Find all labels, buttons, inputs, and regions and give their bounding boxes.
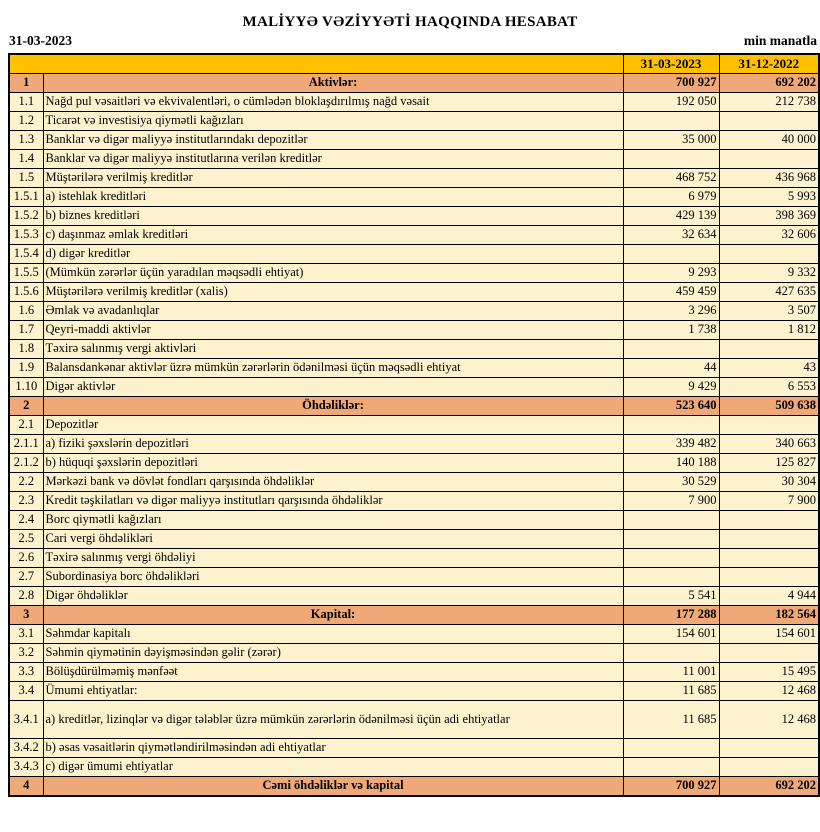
value-previous-cell: 43 bbox=[719, 359, 819, 378]
value-previous-cell bbox=[719, 150, 819, 169]
row-number-cell: 1.5.6 bbox=[9, 283, 43, 302]
row-label-cell: Cəmi öhdəliklər və kapital bbox=[43, 777, 623, 797]
value-current-cell: 700 927 bbox=[623, 777, 719, 797]
table-row bbox=[9, 283, 819, 302]
value-current-cell: 6 979 bbox=[623, 188, 719, 207]
row-label-cell: Təxirə salınmış vergi öhdəliyi bbox=[43, 549, 623, 568]
row-number-cell: 1.5.2 bbox=[9, 207, 43, 226]
value-current-cell: 459 459 bbox=[623, 283, 719, 302]
value-current-cell: 11 685 bbox=[623, 682, 719, 701]
value-previous-cell: 40 000 bbox=[719, 131, 819, 150]
row-number-cell: 1.6 bbox=[9, 302, 43, 321]
row-number-cell: 3 bbox=[9, 606, 43, 625]
value-current-cell bbox=[623, 150, 719, 169]
section-row bbox=[9, 74, 819, 93]
table-row bbox=[9, 226, 819, 245]
table-row bbox=[9, 682, 819, 701]
table-row bbox=[9, 454, 819, 473]
value-previous-cell bbox=[719, 568, 819, 587]
row-number-cell: 3.4.2 bbox=[9, 739, 43, 758]
row-number-cell: 1.4 bbox=[9, 150, 43, 169]
row-label-cell: Banklar və digər maliyyə institutlarındakı depozitlər bbox=[43, 131, 623, 150]
table-row bbox=[9, 150, 819, 169]
value-current-cell: 30 529 bbox=[623, 473, 719, 492]
value-current-cell bbox=[623, 511, 719, 530]
value-current-cell bbox=[623, 530, 719, 549]
table-row bbox=[9, 264, 819, 283]
value-previous-cell: 12 468 bbox=[719, 701, 819, 739]
row-number-cell: 1.8 bbox=[9, 340, 43, 359]
report-date: 31-03-2023 bbox=[9, 33, 72, 48]
value-current-cell: 9 429 bbox=[623, 378, 719, 397]
row-label-cell: c) digər ümumi ehtiyatlar bbox=[43, 758, 623, 777]
table-row bbox=[9, 188, 819, 207]
row-number-cell: 1.2 bbox=[9, 112, 43, 131]
value-current-cell bbox=[623, 644, 719, 663]
table-row bbox=[9, 245, 819, 264]
value-current-cell: 1 738 bbox=[623, 321, 719, 340]
table-row bbox=[9, 207, 819, 226]
value-current-cell bbox=[623, 758, 719, 777]
row-label-cell: Müştərilərə verilmiş kreditlər bbox=[43, 169, 623, 188]
row-number-cell: 2.2 bbox=[9, 473, 43, 492]
row-label-cell: Nağd pul vəsaitləri və ekvivalentləri, o cümlədən bloklaşdırılmış nağd vəsait bbox=[43, 93, 623, 112]
row-number-cell: 1.7 bbox=[9, 321, 43, 340]
value-current-cell bbox=[623, 549, 719, 568]
report-meta bbox=[9, 33, 817, 49]
row-label-cell: a) kreditlər, lizinqlər və digər tələblər üzrə mümkün zərərlərin ödənilməsi üçün adi ehtiyatlar bbox=[43, 701, 623, 739]
table-row bbox=[9, 473, 819, 492]
row-label-cell: Digər aktivlər bbox=[43, 378, 623, 397]
row-label-cell: Qeyri-maddi aktivlər bbox=[43, 321, 623, 340]
row-number-cell: 1.3 bbox=[9, 131, 43, 150]
section-row bbox=[9, 606, 819, 625]
table-row bbox=[9, 492, 819, 511]
row-label-cell: Müştərilərə verilmiş kreditlər (xalis) bbox=[43, 283, 623, 302]
value-current-cell: 9 293 bbox=[623, 264, 719, 283]
row-number-cell: 2.1 bbox=[9, 416, 43, 435]
row-number-cell: 2.4 bbox=[9, 511, 43, 530]
row-label-cell: Kapital: bbox=[43, 606, 623, 625]
table-row bbox=[9, 625, 819, 644]
row-number-cell: 2.1.1 bbox=[9, 435, 43, 454]
value-previous-cell: 509 638 bbox=[719, 397, 819, 416]
table-row bbox=[9, 302, 819, 321]
value-previous-cell bbox=[719, 758, 819, 777]
value-current-cell: 7 900 bbox=[623, 492, 719, 511]
row-label-cell: Öhdəliklər: bbox=[43, 397, 623, 416]
value-previous-cell: 7 900 bbox=[719, 492, 819, 511]
table-row bbox=[9, 340, 819, 359]
row-number-cell: 2.8 bbox=[9, 587, 43, 606]
table-row bbox=[9, 568, 819, 587]
row-label-cell: d) digər kreditlər bbox=[43, 245, 623, 264]
row-number-cell: 4 bbox=[9, 777, 43, 797]
value-current-cell: 35 000 bbox=[623, 131, 719, 150]
value-previous-cell bbox=[719, 644, 819, 663]
row-number-cell: 3.4 bbox=[9, 682, 43, 701]
row-number-cell: 1.5.1 bbox=[9, 188, 43, 207]
value-previous-cell: 32 606 bbox=[719, 226, 819, 245]
column-header-previous: 31-12-2022 bbox=[719, 54, 819, 74]
value-previous-cell: 1 812 bbox=[719, 321, 819, 340]
row-label-cell: b) biznes kreditləri bbox=[43, 207, 623, 226]
table-row bbox=[9, 321, 819, 340]
value-current-cell bbox=[623, 340, 719, 359]
value-previous-cell: 436 968 bbox=[719, 169, 819, 188]
table-row bbox=[9, 644, 819, 663]
row-label-cell: a) istehlak kreditləri bbox=[43, 188, 623, 207]
row-number-cell: 2.6 bbox=[9, 549, 43, 568]
value-current-cell: 468 752 bbox=[623, 169, 719, 188]
value-previous-cell: 427 635 bbox=[719, 283, 819, 302]
value-previous-cell bbox=[719, 739, 819, 758]
table-row bbox=[9, 663, 819, 682]
row-label-cell: Depozitlər bbox=[43, 416, 623, 435]
row-label-cell: b) hüquqi şəxslərin depozitləri bbox=[43, 454, 623, 473]
value-current-cell: 154 601 bbox=[623, 625, 719, 644]
row-number-cell: 1.5 bbox=[9, 169, 43, 188]
value-current-cell: 11 001 bbox=[623, 663, 719, 682]
value-previous-cell: 5 993 bbox=[719, 188, 819, 207]
value-current-cell bbox=[623, 416, 719, 435]
row-label-cell: Aktivlər: bbox=[43, 74, 623, 93]
table-row bbox=[9, 378, 819, 397]
row-number-cell: 2 bbox=[9, 397, 43, 416]
table-row bbox=[9, 169, 819, 188]
row-label-cell: Mərkəzi bank və dövlət fondları qarşısında öhdəliklər bbox=[43, 473, 623, 492]
row-number-cell: 3.3 bbox=[9, 663, 43, 682]
column-header-row bbox=[9, 54, 819, 74]
value-current-cell: 523 640 bbox=[623, 397, 719, 416]
value-previous-cell: 6 553 bbox=[719, 378, 819, 397]
row-number-cell: 3.4.3 bbox=[9, 758, 43, 777]
value-previous-cell: 12 468 bbox=[719, 682, 819, 701]
report-title: MALİYYƏ VƏZİYYƏTİ HAQQINDA HESABAT bbox=[242, 14, 578, 30]
value-previous-cell bbox=[719, 511, 819, 530]
section-row bbox=[9, 397, 819, 416]
value-current-cell: 32 634 bbox=[623, 226, 719, 245]
row-number-cell: 2.1.2 bbox=[9, 454, 43, 473]
row-label-cell: Balansdankənar aktivlər üzrə mümkün zərərlərin ödənilməsi üçün məqsədli ehtiyat bbox=[43, 359, 623, 378]
value-previous-cell: 340 663 bbox=[719, 435, 819, 454]
value-current-cell bbox=[623, 245, 719, 264]
table-row bbox=[9, 530, 819, 549]
row-number-cell: 3.1 bbox=[9, 625, 43, 644]
value-current-cell bbox=[623, 739, 719, 758]
value-previous-cell: 692 202 bbox=[719, 74, 819, 93]
row-number-cell: 1.10 bbox=[9, 378, 43, 397]
row-label-cell: Cari vergi öhdəlikləri bbox=[43, 530, 623, 549]
column-header-current: 31-03-2023 bbox=[623, 54, 719, 74]
value-previous-cell: 692 202 bbox=[719, 777, 819, 797]
row-label-cell: Ticarət və investisiya qiymətli kağızları bbox=[43, 112, 623, 131]
value-current-cell bbox=[623, 112, 719, 131]
row-label-cell: Əmlak və avadanlıqlar bbox=[43, 302, 623, 321]
row-label-cell: Ümumi ehtiyatlar: bbox=[43, 682, 623, 701]
value-current-cell: 11 685 bbox=[623, 701, 719, 739]
value-previous-cell: 3 507 bbox=[719, 302, 819, 321]
row-number-cell: 1.5.3 bbox=[9, 226, 43, 245]
value-current-cell: 3 296 bbox=[623, 302, 719, 321]
value-current-cell: 339 482 bbox=[623, 435, 719, 454]
row-label-cell: Təxirə salınmış vergi aktivləri bbox=[43, 340, 623, 359]
row-label-cell: Kredit təşkilatları və digər maliyyə institutları qarşısında öhdəliklər bbox=[43, 492, 623, 511]
value-previous-cell: 15 495 bbox=[719, 663, 819, 682]
value-previous-cell: 9 332 bbox=[719, 264, 819, 283]
row-number-cell: 3.4.1 bbox=[9, 701, 43, 739]
value-current-cell: 5 541 bbox=[623, 587, 719, 606]
value-previous-cell: 30 304 bbox=[719, 473, 819, 492]
table-row bbox=[9, 435, 819, 454]
table-row bbox=[9, 359, 819, 378]
value-previous-cell: 212 738 bbox=[719, 93, 819, 112]
value-current-cell: 429 139 bbox=[623, 207, 719, 226]
row-label-cell: Subordinasiya borc öhdəlikləri bbox=[43, 568, 623, 587]
value-previous-cell bbox=[719, 416, 819, 435]
row-number-cell: 2.3 bbox=[9, 492, 43, 511]
row-number-cell: 2.5 bbox=[9, 530, 43, 549]
unit-label: min manatla bbox=[743, 33, 817, 48]
row-label-cell: Borc qiymətli kağızları bbox=[43, 511, 623, 530]
table-row bbox=[9, 758, 819, 777]
value-previous-cell bbox=[719, 112, 819, 131]
row-number-cell: 2.7 bbox=[9, 568, 43, 587]
table-row bbox=[9, 739, 819, 758]
value-current-cell: 44 bbox=[623, 359, 719, 378]
value-previous-cell: 398 369 bbox=[719, 207, 819, 226]
value-previous-cell bbox=[719, 340, 819, 359]
table-row bbox=[9, 549, 819, 568]
row-label-cell: Banklar və digər maliyyə institutlarına verilən kreditlər bbox=[43, 150, 623, 169]
table-row bbox=[9, 587, 819, 606]
row-number-cell: 1.5.5 bbox=[9, 264, 43, 283]
value-current-cell: 140 188 bbox=[623, 454, 719, 473]
row-number-cell: 3.2 bbox=[9, 644, 43, 663]
value-previous-cell bbox=[719, 549, 819, 568]
row-label-cell: b) əsas vəsaitlərin qiymətləndirilməsindən adi ehtiyatlar bbox=[43, 739, 623, 758]
value-previous-cell: 125 827 bbox=[719, 454, 819, 473]
value-previous-cell bbox=[719, 530, 819, 549]
value-previous-cell: 154 601 bbox=[719, 625, 819, 644]
row-label-cell: Bölüşdürülməmiş mənfəət bbox=[43, 663, 623, 682]
row-number-cell: 1.5.4 bbox=[9, 245, 43, 264]
value-previous-cell: 182 564 bbox=[719, 606, 819, 625]
table-row bbox=[9, 112, 819, 131]
value-current-cell bbox=[623, 568, 719, 587]
section-row bbox=[9, 777, 819, 797]
value-current-cell: 177 288 bbox=[623, 606, 719, 625]
table-row bbox=[9, 93, 819, 112]
value-previous-cell: 4 944 bbox=[719, 587, 819, 606]
row-number-cell: 1.1 bbox=[9, 93, 43, 112]
row-label-cell: Digər öhdəliklər bbox=[43, 587, 623, 606]
row-label-cell: (Mümkün zərərlər üçün yaradılan məqsədli ehtiyat) bbox=[43, 264, 623, 283]
row-label-cell: c) daşınmaz əmlak kreditləri bbox=[43, 226, 623, 245]
value-current-cell: 192 050 bbox=[623, 93, 719, 112]
value-previous-cell bbox=[719, 245, 819, 264]
table-row bbox=[9, 701, 819, 739]
row-label-cell: a) fiziki şəxslərin depozitləri bbox=[43, 435, 623, 454]
table-row bbox=[9, 511, 819, 530]
column-header-empty bbox=[9, 54, 623, 74]
table-row bbox=[9, 131, 819, 150]
table-body bbox=[9, 54, 819, 796]
row-label-cell: Səhmin qiymətinin dəyişməsindən gəlir (zərər) bbox=[43, 644, 623, 663]
table-row bbox=[9, 416, 819, 435]
value-current-cell: 700 927 bbox=[623, 74, 719, 93]
financial-position-table bbox=[8, 53, 820, 797]
row-number-cell: 1 bbox=[9, 74, 43, 93]
row-number-cell: 1.9 bbox=[9, 359, 43, 378]
row-label-cell: Səhmdar kapitalı bbox=[43, 625, 623, 644]
